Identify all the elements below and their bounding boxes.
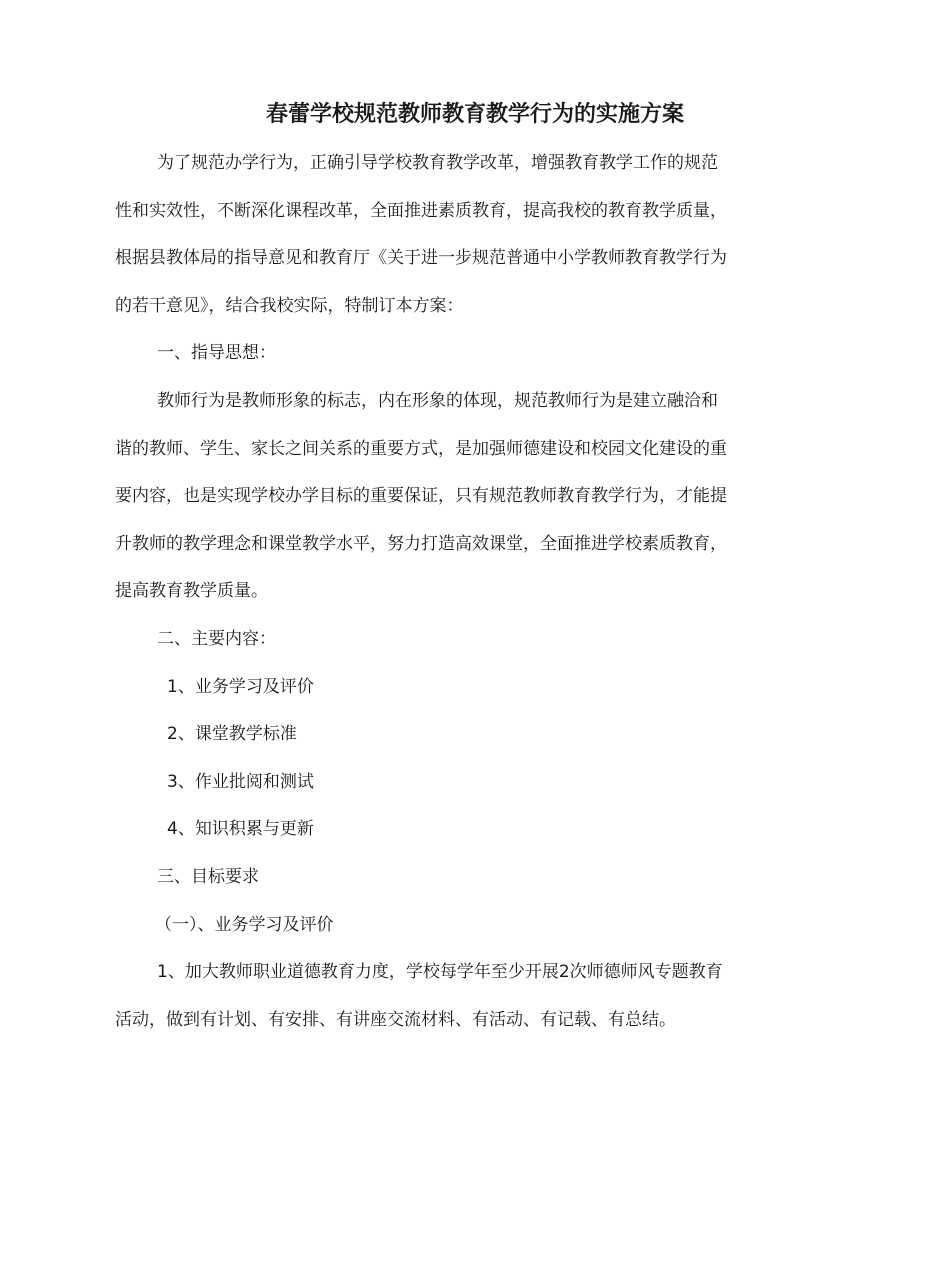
guiding-paragraph-line-1: 教师行为是教师形象的标志，内在形象的体现，规范教师行为是建立融洽和 [157,390,718,411]
document-title: 春蕾学校规范教师教育教学行为的实施方案 [265,102,684,127]
guiding-paragraph-line-4: 升教师的教学理念和课堂教学水平，努力打造高效课堂，全面推进学校素质教育， [115,533,727,554]
goal-paragraph-line-2: 活动，做到有计划、有安排、有讲座交流材料、有活动、有记载、有总结。 [115,1009,676,1030]
list-item: 4、知识积累与更新 [167,819,314,840]
document-body [115,140,815,1044]
section-heading-main-content: 二、主要内容： [157,628,276,649]
list-item: 2、课堂教学标准 [167,724,297,745]
section-heading-guiding-thought: 一、指导思想： [157,343,276,364]
list-item: 3、作业批阅和测试 [167,771,314,792]
guiding-paragraph-line-2: 谐的教师、学生、家长之间关系的重要方式，是加强师德建设和校园文化建设的重 [115,438,727,459]
list-item: 1、业务学习及评价 [167,676,314,697]
intro-paragraph-line-1: 为了规范办学行为，正确引导学校教育教学改革，增强教育教学工作的规范 [157,153,718,173]
guiding-paragraph-line-5: 提高教育教学质量。 [115,581,268,602]
guiding-paragraph-line-3: 要内容，也是实现学校办学目标的重要保证，只有规范教师教育教学行为，才能提 [115,486,727,507]
subsection-heading-business-study: （一）、业务学习及评价 [155,914,334,935]
intro-paragraph-line-3: 根据县教体局的指导意见和教育厅《关于进一步规范普通中小学教师教育教学行为 [115,248,727,269]
goal-paragraph-line-1: 1、加大教师职业道德教育力度，学校每学年至少开展2次师德师风专题教育 [157,962,723,983]
intro-paragraph-line-2: 性和实效性，不断深化课程改革，全面推进素质教育，提高我校的教育教学质量， [115,200,727,221]
intro-paragraph-line-4: 的若干意见》，结合我校实际，特制订本方案： [115,295,464,316]
section-heading-goals: 三、目标要求 [157,866,259,887]
